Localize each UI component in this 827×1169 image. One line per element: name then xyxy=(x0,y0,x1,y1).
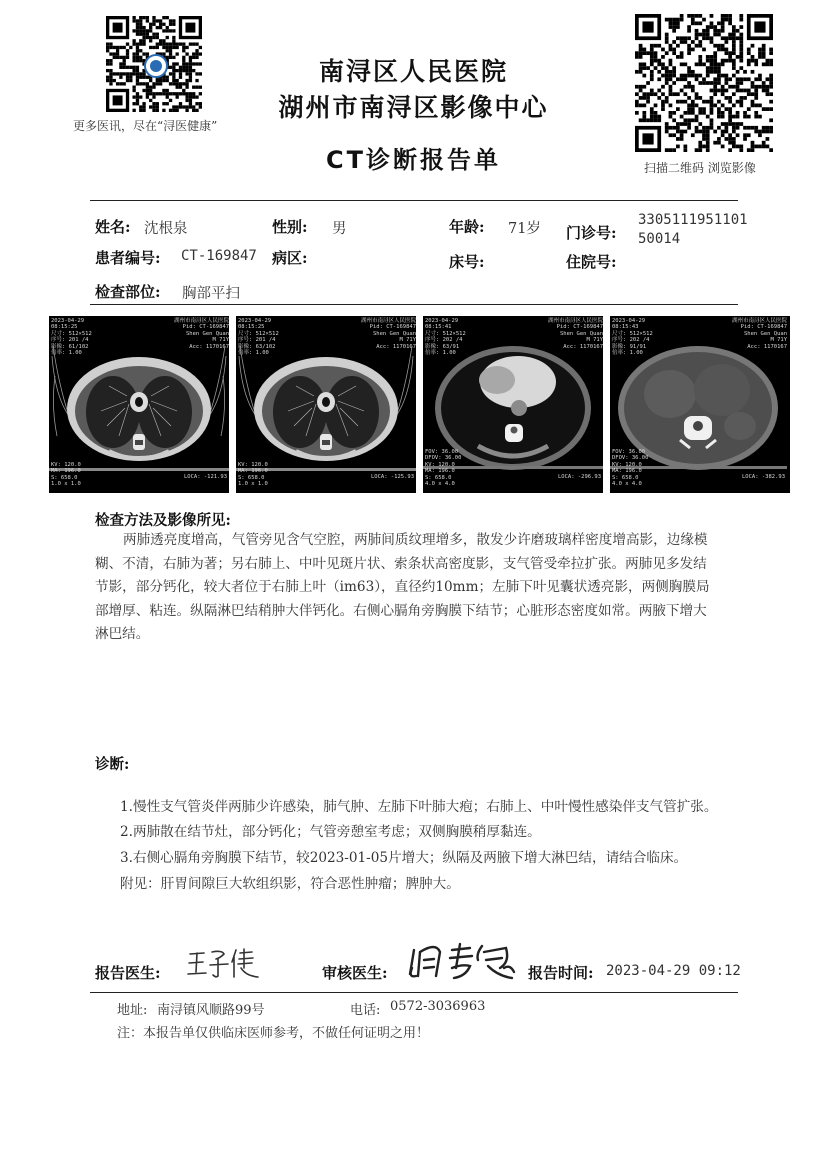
diagnosis-item-2: 2.两肺散在结节灶，部分钙化；气管旁憩室考虑；双侧胸膜稍厚黏连。 xyxy=(120,824,541,840)
diagnosis-item-3: 3.右侧心膈角旁胸膜下结节，较2023-01-05片增大；纵隔及两腋下增大淋巴结，请结合临床。 xyxy=(120,850,688,866)
diagnosis-appendix: 附见：肝胃间隙巨大软组织影，符合恶性肿瘤；脾肿大。 xyxy=(120,876,460,892)
ct4-overlay-bottom-left: FOV: 36.00 DFOV: 36.00 KV: 120.0 MA: 196.0 S: 658.0 4.0 x 4.0 xyxy=(612,449,649,488)
ct3-overlay-bottom-right: LOCA: -296.93 xyxy=(558,474,602,480)
right-qr-caption: 扫描二维码 浏览影像 xyxy=(644,161,756,175)
sex-label: 性别: xyxy=(272,218,308,236)
report-doctor-signature xyxy=(186,944,262,984)
ct3-overlay-top-right: 湖州市南浔区人民医院 Pid: CT-169847 Shen Gen Quan M 71Y Acc: 1170167 xyxy=(548,318,604,350)
address: 南浔镇风顺路99号 xyxy=(157,1003,265,1018)
report-time: 2023-04-29 09:12 xyxy=(606,963,741,979)
address-label: 地址: xyxy=(117,1003,148,1018)
exam-part: 胸部平扫 xyxy=(182,286,240,302)
patient-name: 沈根泉 xyxy=(144,221,188,237)
ct3-overlay-top-left: 2023-04-29 08:15:41 尺寸: 512×512 序号: 202 /4 影像: 63/91 倍率: 1.00 xyxy=(425,318,466,357)
header-divider xyxy=(90,200,738,201)
left-qr-caption: 更多医讯，尽在“浔医健康” xyxy=(73,119,218,133)
footer-divider xyxy=(90,992,738,993)
report-doctor-label: 报告医生: xyxy=(95,964,161,982)
ct2-overlay-bottom-left: KV: 120.0 MA: 196.0 S: 658.0 1.0 x 1.0 xyxy=(238,462,268,488)
patient-no-label: 患者编号: xyxy=(95,249,161,267)
ct1-overlay-top-left: 2023-04-29 08:15:25 尺寸: 512×512 序号: 201 /4 影像: 61/102 倍率: 1.00 xyxy=(51,318,92,357)
ct3-overlay-bottom-left: FOV: 36.00 DFOV: 36.00 KV: 120.0 MA: 196.0 S: 658.0 4.0 x 4.0 xyxy=(425,449,462,488)
ward-label: 病区: xyxy=(272,249,308,267)
ct2-overlay-bottom-right: LOCA: -125.93 xyxy=(371,474,415,480)
ct1-overlay-bottom-right: LOCA: -121.93 xyxy=(184,474,228,480)
patient-divider xyxy=(90,304,738,305)
bed-label: 床号: xyxy=(449,253,485,271)
review-doctor-signature xyxy=(406,938,521,988)
ct4-overlay-top-right: 湖州市南浔区人民医院 Pid: CT-169847 Shen Gen Quan M 71Y Acc: 1170167 xyxy=(732,318,788,350)
review-doctor-label: 审核医生: xyxy=(322,964,388,982)
exam-part-label: 检查部位: xyxy=(95,283,161,301)
ct1-overlay-bottom-left: KV: 120.0 MA: 196.0 S: 658.0 1.0 x 1.0 xyxy=(51,462,81,488)
ct4-overlay-bottom-right: LOCA: -382.93 xyxy=(742,474,786,480)
phone-label: 电话: xyxy=(350,1003,381,1018)
patient-no: CT-169847 xyxy=(181,248,257,264)
age-label: 年龄: xyxy=(449,218,485,236)
findings-text: 两肺透亮度增高，气管旁见含气空腔，两肺间质纹理增多，散发少许磨玻璃样密度增高影，边缘模糊、不清，右肺为著；另右肺上、中叶见斑片状、索条状高密度影，支气管受牵拉扩张。两肺见多发结节影，部分钙化，较大者位于右肺上叶（im63），直径约10mm；左肺下叶见囊状透亮影，两侧胸膜局部增厚、粘连。纵隔淋巴结稍肿大伴钙化。右侧心膈角旁胸膜下结节；心脏形态密度如常。两腋下增大淋巴结。 xyxy=(95,532,710,642)
disclaimer-note: 注：本报告单仅供临床医师参考，不做任何证明之用！ xyxy=(117,1026,430,1041)
phone: 0572-3036963 xyxy=(390,999,486,1014)
report-title: CT诊断报告单 xyxy=(326,146,501,174)
ct1-overlay-top-right: 湖州市南浔区人民医院 Pid: CT-169847 Shen Gen Quan M 71Y Acc: 1170167 xyxy=(174,318,230,350)
imaging-center-name: 湖州市南浔区影像中心 xyxy=(278,93,549,122)
diagnosis-label: 诊断: xyxy=(95,756,130,773)
clinic-no-label: 门诊号: xyxy=(566,224,617,242)
report-time-label: 报告时间: xyxy=(528,964,594,982)
clinic-no-line1: 3305111951101 xyxy=(638,212,748,228)
name-label: 姓名: xyxy=(95,218,131,236)
patient-age: 71岁 xyxy=(508,221,541,237)
clinic-no-line2: 50014 xyxy=(638,231,681,247)
ct2-overlay-top-left: 2023-04-29 08:15:25 尺寸: 512×512 序号: 201 /4 影像: 63/102 倍率: 1.00 xyxy=(238,318,279,357)
diagnosis-item-1: 1.慢性支气管炎伴两肺少许感染，肺气肿、左肺下叶肺大疱；右肺上、中叶慢性感染伴支气管扩张。 xyxy=(120,799,718,815)
patient-sex: 男 xyxy=(332,221,347,237)
hospital-name: 南浔区人民医院 xyxy=(318,57,508,86)
ct4-overlay-top-left: 2023-04-29 08:15:43 尺寸: 512×512 序号: 202 /4 影像: 91/91 倍率: 1.00 xyxy=(612,318,653,357)
inpatient-no-label: 住院号: xyxy=(566,253,617,271)
ct2-overlay-top-right: 湖州市南浔区人民医院 Pid: CT-169847 Shen Gen Quan M 71Y Acc: 1170167 xyxy=(361,318,417,350)
findings-label: 检查方法及影像所见: xyxy=(95,512,231,529)
